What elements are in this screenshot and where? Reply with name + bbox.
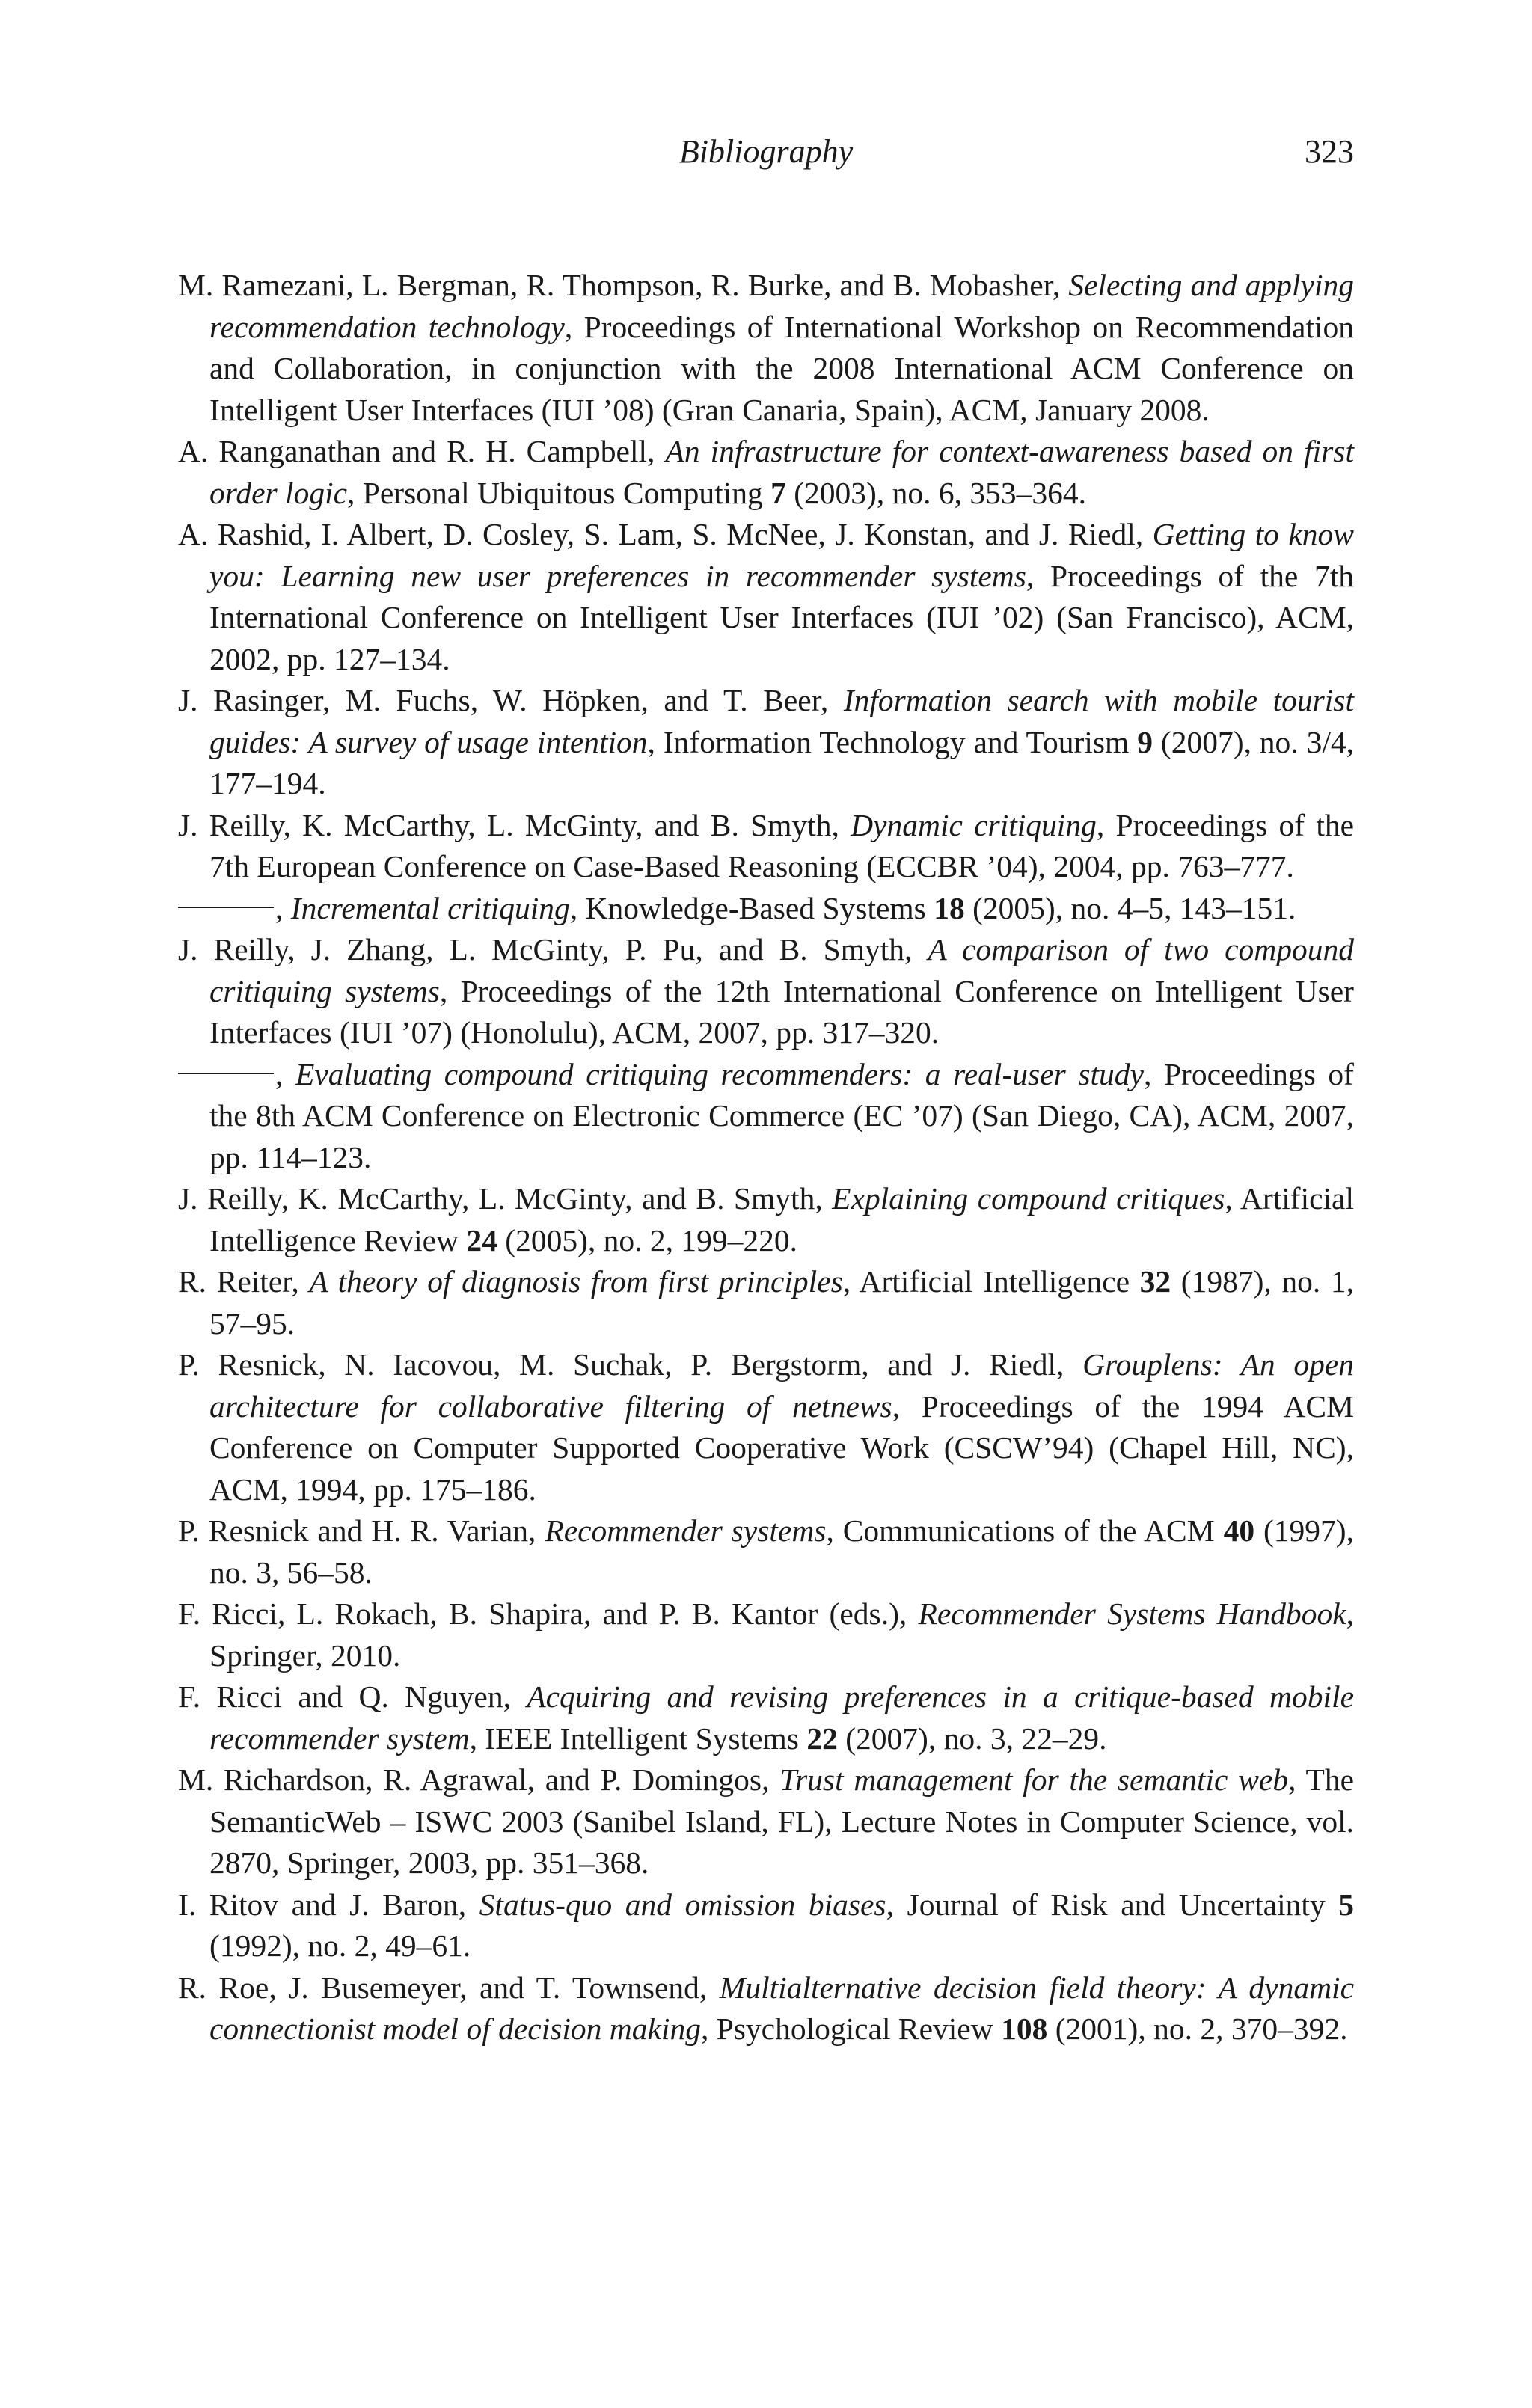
page-number: 323 <box>1305 133 1354 170</box>
entry-issue: (2007), no. 3/4, 177–194. <box>209 724 1354 800</box>
entry-volume: 18 <box>934 890 965 925</box>
entry-details: , Springer, 2010. <box>209 1596 1354 1673</box>
bibliography-entry <box>178 680 1354 805</box>
entry-volume: 5 <box>1338 1887 1354 1922</box>
entry-title: Dynamic critiquing <box>851 807 1097 842</box>
entry-details: , Proceedings of the 8th ACM Conference on Electronic Commerce (EC ’07) (San Diego, CA), ACM, 2007, pp. 114–123. <box>209 1056 1354 1174</box>
entry-details: , Artificial Intelligence Review <box>209 1181 1354 1257</box>
bibliography-entry <box>178 929 1354 1054</box>
entry-authors: M. Ramezani, L. Bergman, R. Thompson, R. Burke, and B. Mobasher, <box>178 268 1069 302</box>
entry-details: , Proceedings of the 7th European Conference on Case-Based Reasoning (ECCBR ’04), 2004, pp. 763–777. <box>209 807 1355 883</box>
entry-title: Explaining compound critiques <box>832 1181 1225 1216</box>
same-authors-dash <box>178 907 274 908</box>
entry-title: Selecting and applying recommendation technology <box>209 268 1354 344</box>
entry-title: Trust management for the semantic web <box>779 1762 1289 1797</box>
entry-issue: (2005), no. 2, 199–220. <box>497 1222 798 1257</box>
entry-issue: (1992), no. 2, 49–61. <box>209 1928 471 1963</box>
entry-volume: 22 <box>806 1721 838 1756</box>
entry-volume: 9 <box>1137 724 1153 759</box>
entry-authors: R. Reiter, <box>178 1264 310 1299</box>
entry-title: Multialternative decision field theory: A dynamic connectionist model of decision making <box>209 1970 1354 2046</box>
entry-details: , IEEE Intelligent Systems <box>469 1721 807 1756</box>
bibliography-entry <box>178 1676 1354 1759</box>
entry-authors: J. Reilly, K. McCarthy, L. McGinty, and B. Smyth, <box>178 1181 833 1216</box>
entry-title: A theory of diagnosis from first principles <box>309 1264 843 1299</box>
entry-details: , Artificial Intelligence <box>842 1264 1140 1299</box>
entry-authors: , <box>275 1056 295 1091</box>
same-authors-dash <box>178 1073 274 1074</box>
entry-details: , Proceedings of the 7th International Conference on Intelligent User Interfaces (IUI ’02) (San Francisco), ACM, 2002, pp. 127–134. <box>209 558 1354 676</box>
entry-authors: M. Richardson, R. Agrawal, and P. Domingos, <box>178 1762 780 1797</box>
entry-details: , Proceedings of International Workshop on Recommendation and Collaboration, in conjunction with the 2008 International ACM Conference on Intelligent User Interfaces (IUI ’08) (Gran Canaria, Spain), ACM, January 2008. <box>209 309 1354 427</box>
entry-authors: I. Ritov and J. Baron, <box>178 1887 479 1922</box>
bibliography-entry <box>178 431 1354 514</box>
bibliography-entry <box>178 1510 1354 1593</box>
entry-details: , Proceedings of the 1994 ACM Conference on Computer Supported Cooperative Work (CSCW’94) (Chapel Hill, NC), ACM, 1994, pp. 175–186. <box>209 1388 1354 1507</box>
bibliography-entry <box>178 1178 1354 1261</box>
bibliography-entry <box>178 1884 1354 1967</box>
bibliography-entry <box>178 1967 1354 2050</box>
entry-issue: (2007), no. 3, 22–29. <box>837 1721 1107 1756</box>
entry-title: Information search with mobile tourist guides: A survey of usage intention <box>209 683 1354 759</box>
entry-authors: F. Ricci and Q. Nguyen, <box>178 1679 527 1714</box>
entry-authors: J. Rasinger, M. Fuchs, W. Höpken, and T. Beer, <box>178 683 844 717</box>
entry-details: , Information Technology and Tourism <box>647 724 1138 759</box>
running-head-title: Bibliography <box>678 133 854 170</box>
entry-title: Recommender systems <box>545 1513 827 1548</box>
bibliography-entry <box>178 1593 1354 1676</box>
entry-title: Recommender Systems Handbook <box>918 1596 1346 1631</box>
entry-volume: 24 <box>466 1222 497 1257</box>
entry-title: Incremental critiquing <box>290 890 570 925</box>
entry-volume: 40 <box>1223 1513 1255 1548</box>
entry-issue: (1997), no. 3, 56–58. <box>209 1513 1355 1590</box>
bibliography-entry <box>178 805 1354 888</box>
entry-volume: 32 <box>1139 1264 1171 1299</box>
running-head <box>178 126 1354 178</box>
entry-authors: A. Rashid, I. Albert, D. Cosley, S. Lam, S. McNee, J. Konstan, and J. Riedl, <box>178 517 1153 551</box>
entry-details: , Personal Ubiquitous Computing <box>347 475 771 510</box>
entry-authors: J. Reilly, K. McCarthy, L. McGinty, and B. Smyth, <box>178 807 851 842</box>
entry-issue: (2005), no. 4–5, 143–151. <box>964 890 1296 925</box>
entry-authors: P. Resnick, N. Iacovou, M. Suchak, P. Bergstorm, and J. Riedl, <box>178 1347 1083 1382</box>
bibliography-entry <box>178 1344 1354 1510</box>
entry-authors: J. Reilly, J. Zhang, L. McGinty, P. Pu, and B. Smyth, <box>178 932 928 966</box>
entry-volume: 7 <box>770 475 786 510</box>
entry-details: , Psychological Review <box>700 2012 1002 2046</box>
entry-volume: 108 <box>1001 2012 1048 2046</box>
entry-title: A comparison of two compound critiquing systems <box>209 932 1355 1008</box>
entry-authors: , <box>275 890 291 925</box>
bibliography-entry <box>178 1054 1354 1179</box>
entry-title: Status-quo and omission biases <box>479 1887 886 1922</box>
bibliography-entry <box>178 1759 1354 1884</box>
entry-details: , Proceedings of the 12th International Conference on Intelligent User Interfaces (IUI ’07) (Honolulu), ACM, 2007, pp. 317–320. <box>209 973 1355 1050</box>
entry-authors: F. Ricci, L. Rokach, B. Shapira, and P. B. Kantor (eds.), <box>178 1596 919 1631</box>
entry-issue: (1987), no. 1, 57–95. <box>209 1264 1354 1341</box>
entry-details: , Communications of the ACM <box>826 1513 1224 1548</box>
entry-issue: (2001), no. 2, 370–392. <box>1047 2012 1348 2046</box>
entry-authors: R. Roe, J. Busemeyer, and T. Townsend, <box>178 1970 720 2005</box>
entry-details: , The SemanticWeb – ISWC 2003 (Sanibel Island, FL), Lecture Notes in Computer Science, vol. 2870, Springer, 2003, pp. 351–368. <box>209 1762 1354 1880</box>
bibliography-entry <box>178 1261 1354 1344</box>
entry-authors: A. Ranganathan and R. H. Campbell, <box>178 434 666 468</box>
entry-title: Grouplens: An open architecture for collaborative filtering of netnews <box>209 1347 1354 1424</box>
bibliography-entry <box>178 888 1354 930</box>
entry-title: Acquiring and revising preferences in a critique-based mobile recommender system <box>209 1679 1354 1756</box>
entry-issue: (2003), no. 6, 353–364. <box>785 475 1086 510</box>
bibliography-entry <box>178 265 1354 431</box>
entry-details: , Journal of Risk and Uncertainty <box>886 1887 1339 1922</box>
entry-title: Evaluating compound critiquing recommenders: a real-user study <box>295 1056 1144 1091</box>
bibliography-list <box>178 265 1354 2050</box>
entry-title: Getting to know you: Learning new user preferences in recommender systems <box>209 517 1354 593</box>
bibliography-entry <box>178 514 1354 680</box>
entry-details: , Knowledge-Based Systems <box>569 890 934 925</box>
entry-authors: P. Resnick and H. R. Varian, <box>178 1513 545 1548</box>
entry-title: An infrastructure for context-awareness based on first order logic <box>209 434 1354 510</box>
